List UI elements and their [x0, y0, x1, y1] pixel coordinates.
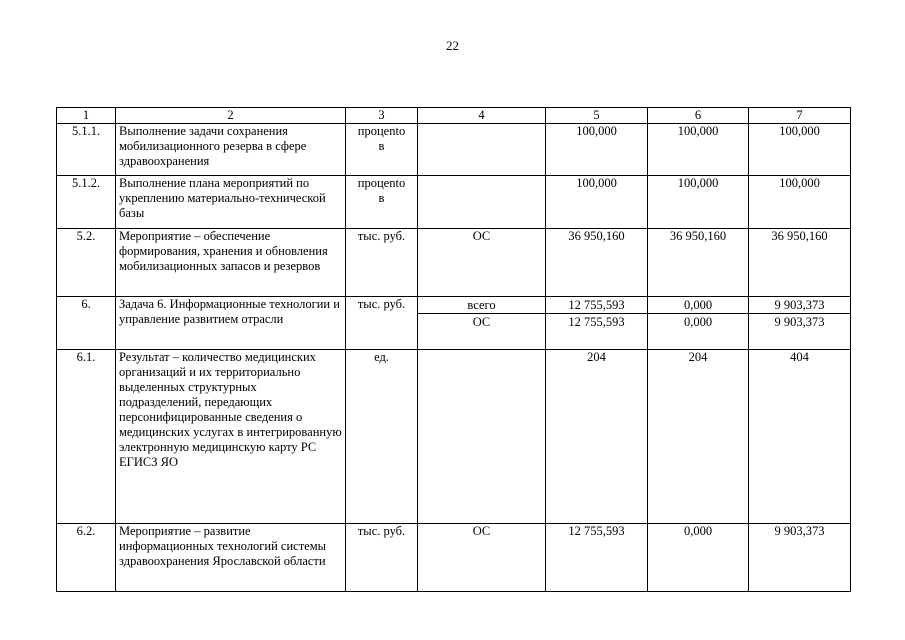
row-name: Выполнение задачи сохранения мобилизационного резерва в сфере здравоохранения: [116, 124, 346, 176]
row-code: 6.: [57, 297, 116, 350]
row-name: Мероприятие – развитие информационных технологий системы здравоохранения Ярославской области: [116, 524, 346, 592]
row-unit: тыс. руб.: [346, 524, 418, 592]
row-code: 5.2.: [57, 229, 116, 297]
row-value-5: 12 755,593 12 755,593: [546, 297, 648, 350]
row-value-6: 100,000: [648, 176, 749, 229]
header-col-4: 4: [418, 108, 546, 124]
row-value-7: 36 950,160: [749, 229, 851, 297]
row-code: 5.1.1.: [57, 124, 116, 176]
row-source: всего ОС: [418, 297, 546, 350]
page-number: 22: [446, 38, 459, 53]
table-row: [57, 176, 851, 229]
row-value-5: 204: [546, 350, 648, 524]
table-row: [57, 350, 851, 524]
row-source: ОС: [418, 229, 546, 297]
header-col-5: 5: [546, 108, 648, 124]
row-code: 5.1.2.: [57, 176, 116, 229]
row-value-5: 100,000: [546, 124, 648, 176]
row-source: [418, 124, 546, 176]
row-code: 6.2.: [57, 524, 116, 592]
row-value-7: 9 903,373: [749, 524, 851, 592]
row-value-6: 0,000 0,000: [648, 297, 749, 350]
row-unit: тыс. руб.: [346, 297, 418, 350]
table-row: [57, 297, 851, 350]
header-col-1: 1: [57, 108, 116, 124]
budget-table: [56, 107, 851, 592]
table-row: [57, 124, 851, 176]
row-value-6: 204: [648, 350, 749, 524]
row-value-5: 12 755,593: [546, 524, 648, 592]
row-value-7: 100,000: [749, 176, 851, 229]
row-value-6: 100,000: [648, 124, 749, 176]
header-col-6: 6: [648, 108, 749, 124]
row-value-7: 9 903,373 9 903,373: [749, 297, 851, 350]
row-value-7: 100,000: [749, 124, 851, 176]
table-row: [57, 524, 851, 592]
row-unit: процento в: [346, 124, 418, 176]
row-unit: процento в: [346, 176, 418, 229]
row-code: 6.1.: [57, 350, 116, 524]
row-value-6: 0,000: [648, 524, 749, 592]
row-name: Мероприятие – обеспечение формирования, хранения и обновления мобилизационных запасов и резервов: [116, 229, 346, 297]
header-col-2: 2: [116, 108, 346, 124]
row-unit: тыс. руб.: [346, 229, 418, 297]
row-value-5: 36 950,160: [546, 229, 648, 297]
row-name: Выполнение плана мероприятий по укреплению материально-технической базы: [116, 176, 346, 229]
row-name: Задача 6. Информационные технологии и управление развитием отрасли: [116, 297, 346, 350]
table-row: [57, 229, 851, 297]
header-row: [57, 108, 851, 124]
row-value-7: 404: [749, 350, 851, 524]
row-name: Результат – количество медицинских организаций и их территориально выделенных структурных подразделений, передающих персонифицированные сведения о медицинских услугах в интегрированную электронную медицинскую карту РС ЕГИСЗ ЯО: [116, 350, 346, 524]
row-source: ОС: [418, 524, 546, 592]
row-unit: ед.: [346, 350, 418, 524]
row-source: [418, 350, 546, 524]
header-col-3: 3: [346, 108, 418, 124]
row-value-6: 36 950,160: [648, 229, 749, 297]
row-value-5: 100,000: [546, 176, 648, 229]
header-col-7: 7: [749, 108, 851, 124]
row-source: [418, 176, 546, 229]
